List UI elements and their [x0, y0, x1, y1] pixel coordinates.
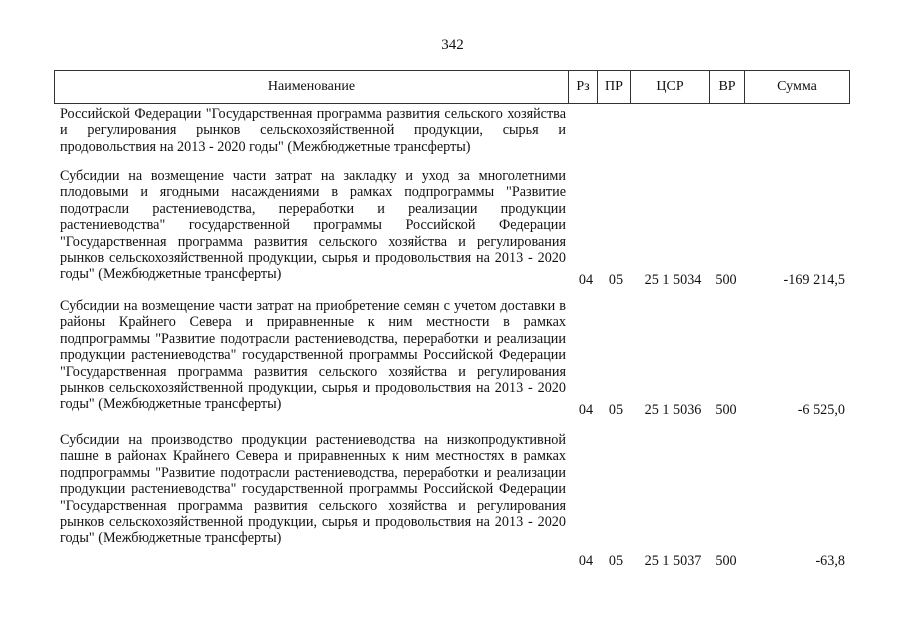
row-name: Субсидии на производство продукции растениеводства на низкопродуктивной пашне в районах Крайнего Севера и приравненных к ним местностях в рамках подпрограммы "Развитие подотрасли растениеводства, переработки и реализации продукции растениеводства" государственной программы Российской Федерации "Государственная программа развития сельского хозяйства и регулирования рынков сельскохозяйственной продукции, сырья и продовольствия на 2013 - 2020 годы" (Межбюджетные трансферты)	[60, 432, 566, 547]
row-rz: 04	[578, 272, 594, 288]
row-csr: 25 1 5036	[644, 402, 702, 418]
row-vr: 500	[715, 272, 737, 288]
row-csr: 25 1 5034	[644, 272, 702, 288]
row-pr: 05	[608, 272, 624, 288]
page-number: 342	[441, 37, 464, 53]
row-pr: 05	[608, 402, 624, 418]
table-header	[54, 70, 850, 104]
header-pr: ПР	[605, 79, 623, 94]
row-name: Субсидии на возмещение части затрат на закладку и уход за многолетними плодовыми и ягодными насаждениями в рамках подпрограммы "Развитие подотрасли растениеводства, переработки и реализации продукции растениеводства" государственной программы Российской Федерации "Государственная программа развития сельского хозяйства и регулирования рынков сельскохозяйственной продукции, сырья и продовольствия на 2013 - 2020 годы" (Межбюджетные трансферты)	[60, 168, 566, 283]
row-vr: 500	[715, 402, 737, 418]
row-sum: -169 214,5	[783, 272, 845, 288]
header-vr: ВР	[718, 79, 736, 94]
row-sum: -63,8	[815, 553, 845, 569]
header-sum: Сумма	[777, 79, 817, 94]
row-sum: -6 525,0	[797, 402, 845, 418]
row-csr: 25 1 5037	[644, 553, 702, 569]
row-name: Российской Федерации "Государственная программа развития сельского хозяйства и регулирования рынков сельскохозяйственной продукции, сырья и продовольствия на 2013 - 2020 годы" (Межбюджетные трансферты)	[60, 106, 566, 155]
row-rz: 04	[578, 402, 594, 418]
row-rz: 04	[578, 553, 594, 569]
row-vr: 500	[715, 553, 737, 569]
budget-table	[54, 70, 850, 569]
row-pr: 05	[608, 553, 624, 569]
header-csr: ЦСР	[656, 79, 684, 94]
header-name: Наименование	[267, 79, 356, 94]
row-name: Субсидии на возмещение части затрат на приобретение семян с учетом доставки в районы Крайнего Севера и приравненные к ним местности в рамках подпрограммы "Развитие подотрасли растениеводства, переработки и реализации продукции растениеводства" государственной программы Российской Федерации "Государственная программа развития сельского хозяйства и регулирования рынков сельскохозяйственной продукции, сырья и продовольствия на 2013 - 2020 годы" (Межбюджетные трансферты)	[60, 298, 566, 413]
header-rz: Рз	[576, 79, 590, 94]
